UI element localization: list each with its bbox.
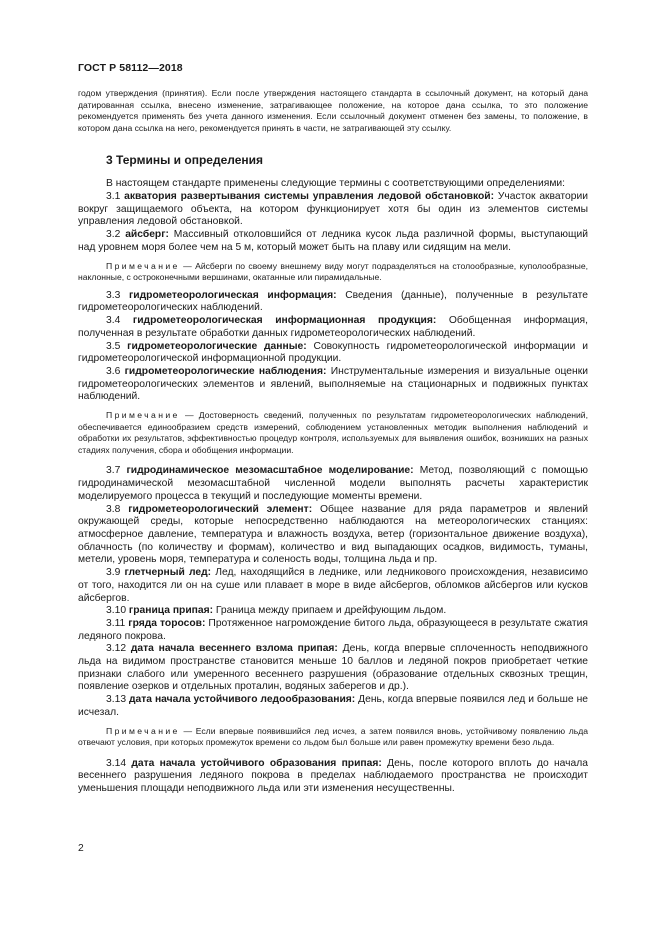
- term-definition: Лед, находящийся в леднике, или ледникового происхождения, независимо от того, находится ли он на суше или плавает в море в виде айсбергов, обломков айсбергов или кусков айсбергов.: [78, 567, 588, 604]
- term-3-3: [78, 290, 588, 315]
- term-number: 3.5: [106, 340, 121, 352]
- note-3-2: Примечание — Айсберги по своему внешнему виду могут подразделяться на столообразные, куполообразные, наклонные, с остроконечными вершинами, окатанные или пирамидальные.: [78, 260, 588, 283]
- section-lead: В настоящем стандарте применены следующие термины с соответствующими определениями:: [106, 178, 566, 190]
- term-number: 3.8: [106, 503, 121, 515]
- term-name: айсберг:: [125, 229, 169, 241]
- term-3-8: [78, 504, 588, 568]
- term-3-14: [78, 758, 588, 796]
- term-definition: Совокупность гидрометеорологической информации и гидрометеорологической информационной продукции.: [78, 340, 588, 365]
- term-3-4: [78, 315, 588, 340]
- term-3-6: [78, 366, 588, 404]
- term-number: 3.12: [106, 643, 127, 655]
- term-definition: Протяженное нагромождение битого льда, образующееся в результате сжатия ледяного покрова.: [78, 617, 588, 642]
- term-number: 3.3: [106, 289, 121, 301]
- term-definition: Граница между припаем и дрейфующим льдом.: [215, 605, 447, 617]
- term-number: 3.1: [106, 191, 121, 203]
- term-number: 3.2: [106, 229, 121, 241]
- note-text: Достоверность сведений, полученных по результатам гидрометеорологических наблюдений, обеспечивается единообразием средств измерений, соблюдением установленных методик выполнения наблюдений и обработки их результатов, эффективностью процедур контроля, используемых для выявления ошибок, возникших на разных стадиях получения, сбора и обобщения информации.: [78, 410, 588, 455]
- term-name: гидродинамическое мезомасштабное моделирование:: [126, 465, 414, 477]
- standard-header: ГОСТ Р 58112—2018: [78, 62, 183, 74]
- term-name: гидрометеорологическая информация:: [129, 289, 337, 301]
- term-3-5: [78, 341, 588, 366]
- term-number: 3.14: [106, 757, 127, 769]
- term-3-13: [78, 694, 588, 719]
- term-name: дата начала весеннего взлома припая:: [130, 643, 338, 655]
- term-3-11: [78, 618, 588, 643]
- note-3-13: Примечание — Если впервые появившийся лед исчез, а затем появился вновь, устойчивому появлению льда отвечают условия, при которых промежуток времени со льдом был больше или равен промежутку времени безо льда.: [78, 725, 588, 748]
- page-content: [78, 88, 588, 796]
- term-number: 3.9: [106, 567, 121, 579]
- term-name: акватория развертывания системы управления ледовой обстановкой:: [124, 191, 495, 203]
- term-name: гидрометеорологические данные:: [127, 340, 307, 352]
- note-label: Примечание: [106, 410, 180, 421]
- term-definition: Участок акватории вокруг защищаемого объекта, на котором функционирует хотя бы один из элементов системы управления ледовой обстановкой.: [78, 191, 588, 228]
- note-label: Примечание: [106, 260, 180, 271]
- term-name: граница припая:: [128, 605, 214, 617]
- term-number: 3.10: [106, 605, 127, 617]
- term-definition: Обобщенная информация, полученная в результате обработки данных гидрометеорологических наблюдений.: [78, 315, 588, 339]
- term-definition: Массивный отколовшийся от ледника кусок льда различной формы, выступающий над уровнем моря более чем на 5 м, который может быть на плаву или сидящим на мели.: [78, 229, 588, 253]
- term-number: 3.4: [106, 315, 121, 327]
- term-definition: День, после которого вплоть до начала весеннего разрушения ледяного покрова в пределах наблюдаемого пространства не происходит уменьшения площади неподвижного льда или эти изменения несущественны.: [78, 757, 588, 795]
- note-text: Айсберги по своему внешнему виду могут подразделяться на столообразные, куполообразные, наклонные, с остроконечными вершинами, окатанные или пирамидальные.: [78, 260, 588, 283]
- term-3-9: [78, 567, 588, 605]
- term-name: дата начала устойчивого ледообразования:: [128, 694, 356, 706]
- term-3-2: [78, 229, 588, 254]
- term-name: гряда торосов:: [128, 617, 206, 629]
- note-label: Примечание: [106, 725, 180, 736]
- term-definition: Общее название для ряда параметров и явлений окружающей среды, которые непосредственно наблюдаются на метеорологических станциях: атмосферное давление, температура и влажность воздуха, ветер (горизонтальное движение воздуха), облачность (по количеству и формам), количество и вид выпадающих осадков, видимость, туманы, метели, уровень моря, температура и соленость воды, толщина льда и пр.: [78, 503, 588, 566]
- note-text: Если впервые появившийся лед исчез, а затем появился вновь, устойчивому появлению льда отвечают условия, при которых промежуток времени со льдом был больше или равен промежутку времени безо льда.: [78, 725, 588, 748]
- term-number: 3.11: [106, 617, 126, 629]
- term-definition: День, когда впервые появился лед и больше не исчезал.: [78, 694, 589, 718]
- page-number: 2: [78, 843, 84, 854]
- section-title: 3 Термины и определения: [106, 153, 264, 168]
- term-name: гидрометеорологический элемент:: [128, 503, 313, 515]
- term-name: глетчерный лед:: [124, 567, 212, 579]
- term-number: 3.6: [106, 366, 121, 377]
- term-definition: Сведения (данные), полученные в результате гидрометеорологических наблюдений.: [78, 289, 588, 314]
- term-3-1: [78, 191, 588, 229]
- term-definition: День, когда впервые сплоченность неподвижного льда на видимом пространстве становится меньше 10 баллов и ледяной покров приобретает четкие признаки слабого или умеренного весеннего разрушения (образование отдельных сквозных трещин, появление озерков и отдельных проталин, водяных заберегов и др.).: [78, 643, 588, 693]
- term-3-10: [78, 605, 588, 618]
- note-3-6: Примечание — Достоверность сведений, полученных по результатам гидрометеорологических наблюдений, обеспечивается единообразием средств измерений, соблюдением установленных методик выполнения наблюдений и обработки их результатов, эффективностью процедур контроля, используемых для выявления ошибок, возникших на разных стадиях получения, сбора и обобщения информации.: [78, 410, 588, 455]
- term-name: дата начала устойчивого образования припая:: [131, 757, 382, 769]
- term-definition: Инструментальные измерения и визуальные оценки гидрометеорологических элементов и явлений, выполняемые на стационарных и подвижных пунктах наблюдений.: [78, 366, 588, 403]
- intro-paragraph: годом утверждения (принятия). Если после утверждения настоящего стандарта в ссылочный документ, на который дана датированная ссылка, внесено изменение, затрагивающее положение, на которое дана ссылка, то это положение рекомендуется применять без учета данного изменения. Если ссылочный документ отменен без замены, то положение, в котором дана ссылка на него, рекомендуется принять в части, не затрагивающей эту ссылку.: [78, 88, 588, 133]
- term-number: 3.13: [106, 694, 127, 706]
- term-name: гидрометеорологическая информационная продукция:: [132, 315, 437, 327]
- term-name: гидрометеорологические наблюдения:: [124, 366, 327, 377]
- term-3-12: [78, 643, 588, 694]
- term-3-7: [78, 465, 588, 503]
- term-number: 3.7: [106, 465, 121, 477]
- term-definition: Метод, позволяющий с помощью гидродинамической мезомасштабной численной модели выполнять расчеты характеристик моделируемого процесса в текущий и последующие моменты времени.: [78, 465, 588, 502]
